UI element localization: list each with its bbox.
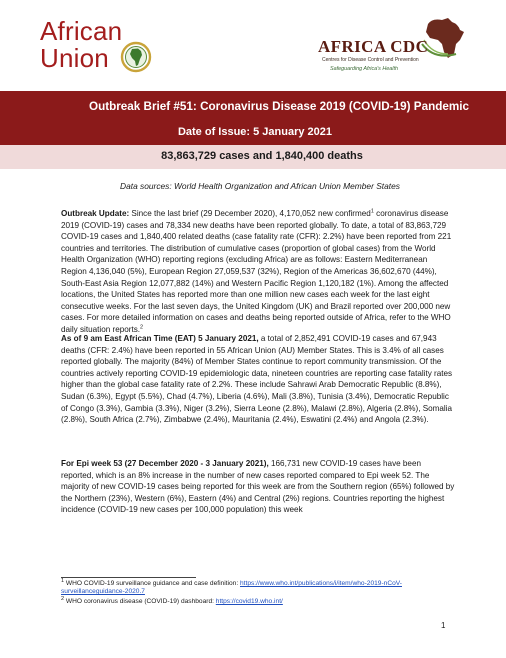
au-line-1: African (40, 16, 123, 46)
p1-text-b: coronavirus disease 2019 (COVID-19) cases and 78,334 new deaths have been reported globally. To date, a total of 83,863,729 COVID-19 cases and 1,840,400 related deaths (case fatality rate (CFR): 2.2%) have been reported from 221 countries and territories. The distribution of cumulative cases (proportion of global cases) from the World Health Organization (WHO) reporting regions (excluding Africa) are as follows: Eastern Mediterranean Region 4,136,040 (5%), European Region 27,059,537 (32%), Region of the Americas 36,602,670 (44%), South-East Asia Region 12,077,882 (14%) and Western Pacific Region 1,120,182 (1%). Among the affected locations, the United States has reported more than one million new cases each week for the last eight consecutive weeks. For the last seven days, the United Kingdom (UK) and Brazil reported over 200,000 new cases. For more detailed information on cases and deaths being reported outside of Africa, refer to the WHO daily situation reports. (61, 209, 452, 334)
issue-date: Date of Issue: 5 January 2021 (177, 126, 333, 138)
au-wordmark (40, 18, 122, 72)
epi-week-lead: For Epi week 53 (27 December 2020 - 3 January 2021), (61, 459, 269, 468)
data-sources: Data sources: World Health Organization and African Union Member States (120, 181, 400, 191)
brief-title: Outbreak Brief #51: Coronavirus Disease 2019 (COVID-19) Pandemic (89, 100, 469, 113)
footnote-ref-2[interactable]: 2 (140, 324, 144, 331)
footnote-2-number: 2 (61, 595, 65, 602)
footnote-2 (61, 595, 461, 606)
au-status-lead: As of 9 am East African Time (EAT) 5 January 2021, (61, 334, 259, 343)
africa-cdc-logo (318, 14, 478, 82)
cases-summary: 83,863,729 cases and 1,840,400 deaths (161, 150, 363, 162)
footnote-divider (61, 577, 196, 578)
cdc-name: AFRICA CDC (318, 37, 429, 56)
paragraph-epi-week (61, 458, 455, 516)
footnote-2-text: WHO coronavirus disease (COVID-19) dashboard: (64, 598, 216, 605)
african-union-logo (40, 18, 180, 82)
footnote-1-number: 1 (61, 577, 65, 584)
page-number: 1 (441, 621, 446, 630)
footnote-1-text: WHO COVID-19 surveillance guidance and case definition: (64, 580, 240, 587)
footnote-1 (61, 577, 461, 597)
paragraph-au-status (61, 333, 455, 426)
p1-text-a: Since the last brief (29 December 2020), 4,170,052 new confirmed (129, 209, 371, 218)
footnote-2-link[interactable]: https://covid19.who.int/ (215, 598, 283, 605)
cdc-subtitle: Centres for Disease Control and Prevention (322, 57, 419, 63)
outbreak-update-lead: Outbreak Update: (61, 209, 130, 218)
footnote-1-link[interactable]: https://www.who.int/publications/i/item/who-2019-nCoV-surveillanceguidance-2020.7 (61, 580, 402, 596)
footnote-ref-1[interactable]: 1 (370, 208, 374, 215)
au-emblem-icon (120, 41, 152, 73)
cdc-slogan: Safeguarding Africa's Health (330, 66, 398, 72)
p3-text: 166,731 new COVID-19 cases have been reported, which is an 8% increase in the number of new cases reported compared to Epi week 52. The majority of new COVID-19 cases being reported for this week are from the Southern region (65%) followed by the Northern (23%), Western (6%), Eastern (4%) and Central (2%) regions. Countries reporting the highest incidence (COVID-19 new cases per 100,000 population) this week (61, 459, 455, 515)
paragraph-outbreak-update (61, 208, 455, 336)
p2-text: a total of 2,852,491 COVID-19 cases and 67,943 deaths (CFR: 2.4%) have been reported in 55 African Union (AU) Member States. This is 3.4% of all cases reported globally. The majority (84%) of Member States continue to report community transmission. Of the countries actively reporting COVID-19 epidemiologic data, nineteen countries are reporting case fatality rates higher than the global case fatality rate of 2.2%. These include Sahrawi Arab Democratic Republic (8.8%), Sudan (6.3%), Egypt (5.5%), Chad (4.7%), Liberia (4.6%), Mali (3.8%), Tunisia (3.4%), Democratic Republic of Congo (3.3%), Gambia (3.3%), Niger (3.2%), Sierra Leone (2.8%), Malawi (2.8%), Algeria (2.8%), Somalia (2.8%), South Africa (2.7%), Zimbabwe (2.4%), Mauritania (2.4%), Eswatini (2.4%) and Angola (2.3%). (61, 334, 453, 425)
au-line-2: Union (40, 43, 109, 73)
